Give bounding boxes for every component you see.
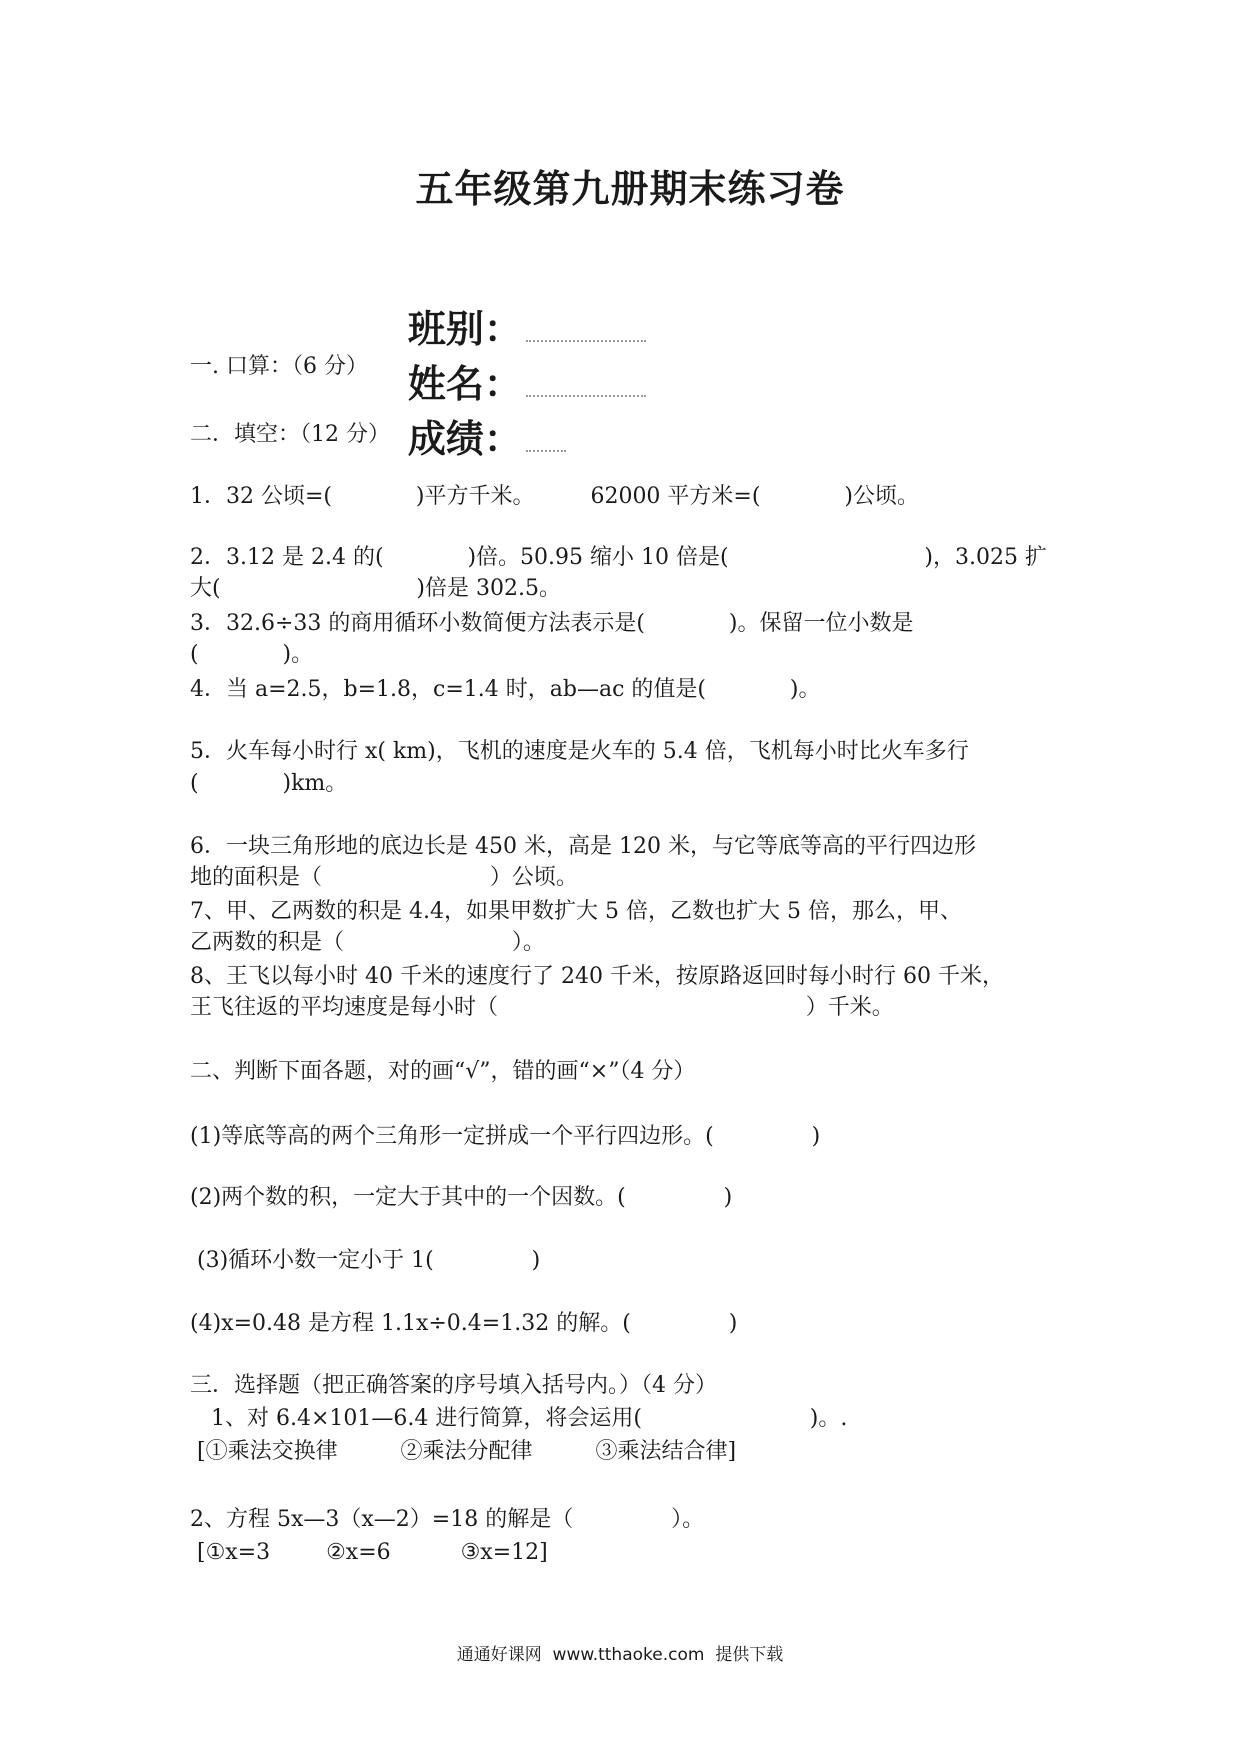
choice-question-1: 1、对 6.4×101—6.4 进行简算，将会运用( )。.: [190, 1406, 848, 1431]
student-info-line: [355, 254, 650, 507]
class-blank: [526, 340, 646, 342]
fill-question-8-cont: 王飞往返的平均速度是每小时（ ）千米。: [190, 995, 894, 1020]
judge-question-2: (2)两个数的积，一定大于其中的一个因数。( ): [190, 1185, 733, 1210]
fill-question-2-cont: 大( )倍是 302.5。: [190, 576, 561, 601]
judge-question-4: (4)x=0.48 是方程 1.1x÷0.4=1.32 的解。( ): [190, 1311, 738, 1336]
fill-question-5-cont: ( )km。: [190, 771, 348, 796]
fill-question-6-cont: 地的面积是（ ）公顷。: [190, 865, 578, 890]
footer-credit: 通通好课网 www.tthaoke.com 提供下载: [456, 1645, 784, 1665]
fill-question-8: 8、王飞以每小时 40 千米的速度行了 240 千米，按原路返回时每小时行 60 千米，: [190, 964, 1004, 989]
name-blank: [526, 395, 646, 397]
section-heading-mental-math: 一. 口算：（6 分）: [190, 354, 368, 379]
page-title: 五年级第九册期末练习卷: [415, 166, 845, 211]
fill-question-4: 4．当 a=2.5，b=1.8，c=1.4 时，ab—ac 的值是( )。: [190, 677, 821, 702]
fill-question-1: 1．32 公顷=( )平方千米。 62000 平方米=( )公顷。: [190, 484, 919, 509]
judge-question-3: (3)循环小数一定小于 1( ): [190, 1248, 541, 1273]
fill-question-6: 6．一块三角形地的底边长是 450 米，高是 120 米，与它等底等高的平行四边形: [190, 834, 976, 859]
score-blank: [526, 450, 566, 452]
fill-question-7: 7、甲、乙两数的积是 4.4，如果甲数扩大 5 倍，乙数也扩大 5 倍，那么，甲、: [190, 899, 962, 924]
fill-question-3-cont: ( )。: [190, 642, 314, 667]
choice-question-1-options: [①乘法交换律 ②乘法分配律 ③乘法结合律]: [190, 1439, 737, 1464]
name-label: 姓名：: [407, 362, 522, 406]
choice-question-2: 2、方程 5x—3（x—2）=18 的解是（ ）。: [190, 1507, 705, 1532]
class-label: 班别：: [407, 307, 522, 351]
section-heading-true-false: 二、判断下面各题，对的画“√”，错的画“×”（4 分）: [190, 1059, 696, 1084]
section-heading-fill-blank: 二．填空：（12 分）: [190, 422, 390, 447]
fill-question-3: 3．32.6÷33 的商用循环小数简便方法表示是( )。保留一位小数是: [190, 611, 914, 636]
judge-question-1: (1)等底等高的两个三角形一定拼成一个平行四边形。( ): [190, 1124, 821, 1149]
fill-question-5: 5．火车每小时行 x( km)，飞机的速度是火车的 5.4 倍，飞机每小时比火车多行: [190, 739, 969, 764]
section-heading-multiple-choice: 三．选择题（把正确答案的序号填入括号内。）（4 分）: [190, 1373, 717, 1398]
fill-question-7-cont: 乙两数的积是（ ）。: [190, 930, 545, 955]
choice-question-2-options: [①x=3 ②x=6 ③x=12]: [190, 1540, 548, 1565]
score-label: 成绩：: [407, 417, 522, 461]
fill-question-2: 2．3.12 是 2.4 的( )倍。50.95 缩小 10 倍是( )，3.025 扩: [190, 545, 1047, 570]
